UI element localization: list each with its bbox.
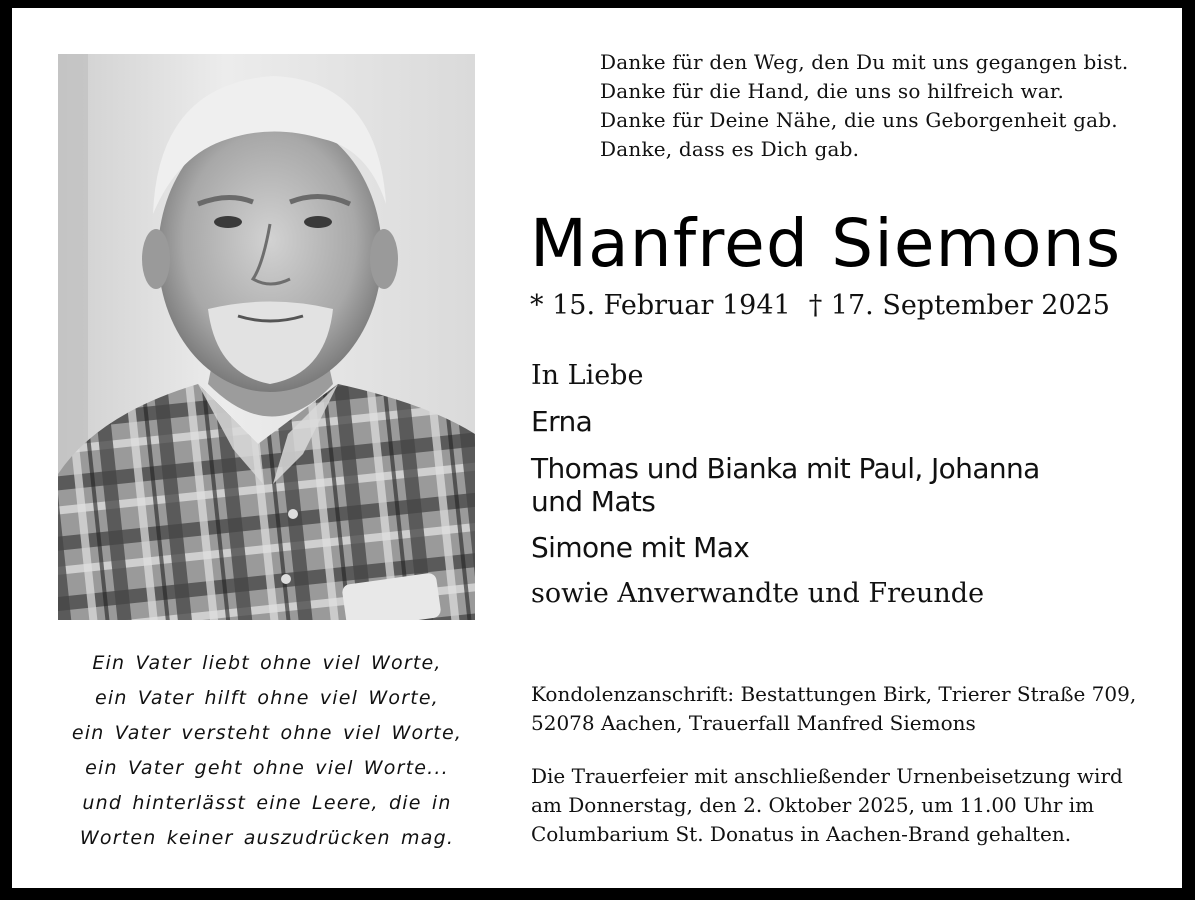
- poem-line: Danke, dass es Dich gab.: [600, 137, 860, 161]
- poem-line: Ein Vater liebt ohne viel Worte,: [92, 652, 442, 674]
- obituary-notice: [12, 8, 1182, 888]
- portrait-photo: [58, 54, 475, 620]
- mourner-name: Erna: [531, 405, 593, 438]
- birth-date: * 15. Februar 1941: [530, 290, 791, 321]
- mourner-name: und Mats: [531, 485, 656, 518]
- mourner-name: Simone mit Max: [531, 531, 750, 564]
- poem-line: ein Vater hilft ohne viel Worte,: [94, 687, 439, 709]
- ceremony-line: Die Trauerfeier mit anschließender Urnenbeisetzung wird: [531, 764, 1123, 788]
- poem-father: [52, 646, 482, 856]
- portrait-illustration: [58, 54, 475, 620]
- poem-line: ein Vater versteht ohne viel Worte,: [71, 722, 463, 744]
- poem-line: Worten keiner auszudrücken mag.: [79, 827, 455, 849]
- mourners-block: [531, 358, 1131, 612]
- ceremony-info: [531, 762, 1151, 849]
- condolence-line: 52078 Aachen, Trauerfall Manfred Siemons: [531, 711, 976, 735]
- deceased-name: Manfred Siemons: [530, 205, 1122, 282]
- ceremony-line: am Donnerstag, den 2. Oktober 2025, um 11.00 Uhr im: [531, 793, 1095, 817]
- poem-line: ein Vater geht ohne viel Worte...: [85, 757, 449, 779]
- poem-line: Danke für Deine Nähe, die uns Geborgenheit gab.: [600, 108, 1118, 132]
- death-date: † 17. September 2025: [808, 290, 1110, 321]
- poem-thanks: [600, 48, 1128, 164]
- condolence-address: [531, 680, 1151, 738]
- poem-line: und hinterlässt eine Leere, die in: [82, 792, 452, 814]
- mourner-name: Thomas und Bianka mit Paul, Johanna: [531, 452, 1040, 485]
- life-dates: [530, 288, 1110, 324]
- poem-line: Danke für den Weg, den Du mit uns gegangen bist.: [600, 50, 1129, 74]
- condolence-line: Kondolenzanschrift: Bestattungen Birk, Trierer Straße 709,: [531, 682, 1137, 706]
- poem-line: Danke für die Hand, die uns so hilfreich war.: [600, 79, 1065, 103]
- mourners-closing: sowie Anverwandte und Freunde: [531, 578, 985, 609]
- ceremony-line: Columbarium St. Donatus in Aachen-Brand gehalten.: [531, 822, 1072, 846]
- mourners-intro: In Liebe: [531, 360, 644, 391]
